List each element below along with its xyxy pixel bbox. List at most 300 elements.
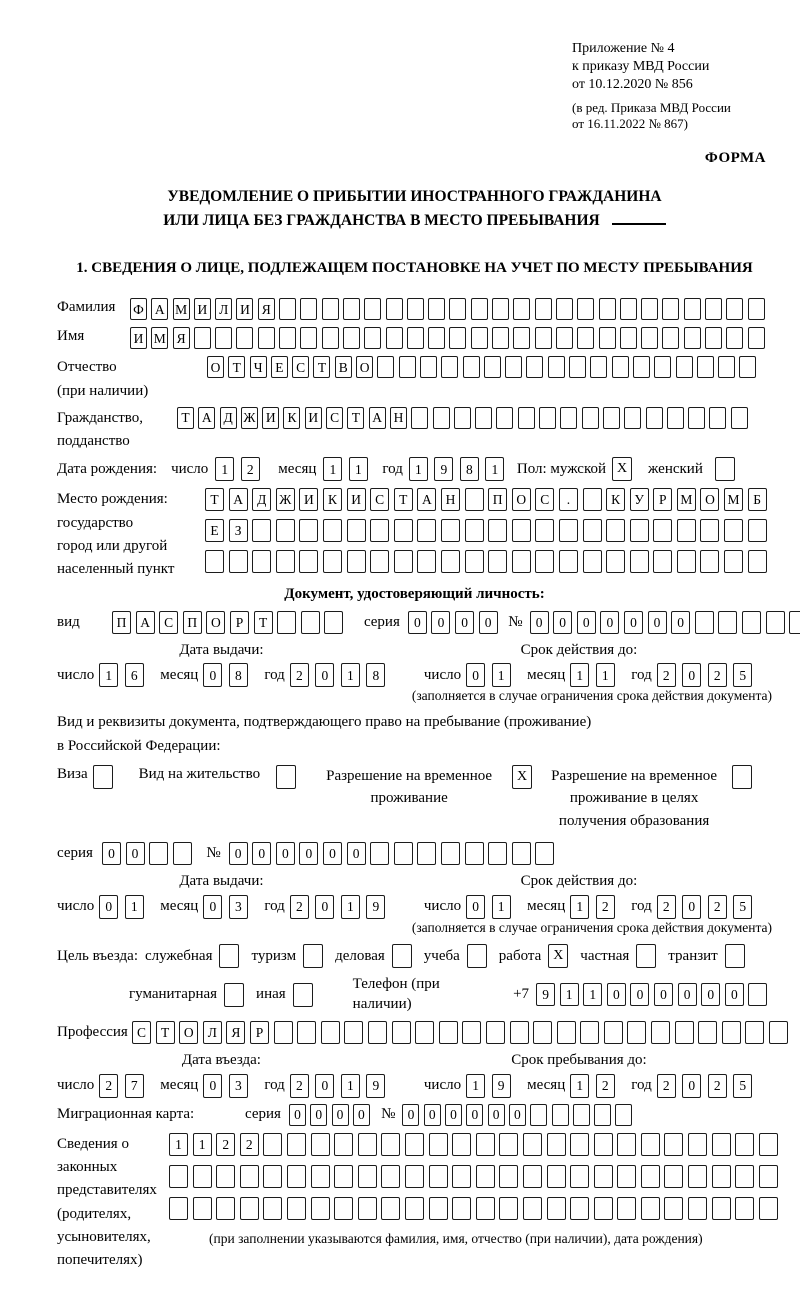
form-cell[interactable]: [415, 1021, 434, 1044]
form-cell[interactable]: [420, 356, 437, 378]
form-cell[interactable]: 8: [460, 457, 479, 481]
form-cell[interactable]: [441, 356, 458, 378]
form-cell[interactable]: 0: [466, 663, 485, 687]
form-cell[interactable]: [505, 356, 522, 378]
form-cell[interactable]: [381, 1197, 400, 1220]
form-cell[interactable]: [556, 327, 573, 349]
form-cell[interactable]: [394, 550, 413, 573]
form-cell[interactable]: А: [369, 407, 386, 429]
form-cell[interactable]: [193, 1197, 212, 1220]
form-cell[interactable]: [465, 519, 484, 542]
form-cell[interactable]: 1: [323, 457, 342, 481]
form-cell[interactable]: [726, 298, 743, 320]
form-cell[interactable]: [664, 1133, 683, 1156]
form-cell[interactable]: [535, 327, 552, 349]
form-cell[interactable]: [358, 1165, 377, 1188]
form-cell[interactable]: А: [136, 611, 155, 634]
form-cell[interactable]: И: [194, 298, 211, 320]
purpose-business-checkbox[interactable]: [219, 944, 239, 968]
form-cell[interactable]: [287, 1133, 306, 1156]
form-cell[interactable]: [526, 356, 543, 378]
form-cell[interactable]: [570, 1197, 589, 1220]
form-cell[interactable]: 3: [229, 1074, 248, 1098]
form-cell[interactable]: [417, 842, 436, 865]
form-cell[interactable]: 0: [315, 1074, 334, 1098]
form-cell[interactable]: [392, 1021, 411, 1044]
form-cell[interactable]: [646, 407, 663, 429]
form-cell[interactable]: 9: [536, 983, 555, 1006]
form-cell[interactable]: [594, 1197, 613, 1220]
form-cell[interactable]: 2: [241, 457, 260, 481]
form-cell[interactable]: [735, 1133, 754, 1156]
form-cell[interactable]: И: [299, 488, 318, 511]
form-cell[interactable]: [411, 407, 428, 429]
form-cell[interactable]: Е: [271, 356, 288, 378]
form-cell[interactable]: [149, 842, 168, 865]
form-cell[interactable]: 0: [289, 1104, 306, 1126]
form-cell[interactable]: [512, 550, 531, 573]
form-cell[interactable]: [662, 327, 679, 349]
form-cell[interactable]: [518, 407, 535, 429]
form-cell[interactable]: Т: [394, 488, 413, 511]
form-cell[interactable]: [169, 1165, 188, 1188]
form-cell[interactable]: 0: [682, 663, 701, 687]
form-cell[interactable]: [488, 842, 507, 865]
form-cell[interactable]: 5: [733, 1074, 752, 1098]
form-cell[interactable]: А: [198, 407, 215, 429]
form-cell[interactable]: [370, 842, 389, 865]
form-cell[interactable]: [700, 519, 719, 542]
form-cell[interactable]: З: [229, 519, 248, 542]
form-cell[interactable]: [759, 1165, 778, 1188]
form-cell[interactable]: [322, 298, 339, 320]
form-cell[interactable]: [705, 298, 722, 320]
form-cell[interactable]: [205, 550, 224, 573]
form-cell[interactable]: [599, 298, 616, 320]
form-cell[interactable]: О: [207, 356, 224, 378]
form-cell[interactable]: [698, 1021, 717, 1044]
form-cell[interactable]: В: [335, 356, 352, 378]
form-cell[interactable]: 0: [455, 611, 474, 634]
form-cell[interactable]: [277, 611, 296, 634]
form-cell[interactable]: [386, 327, 403, 349]
form-cell[interactable]: 8: [229, 663, 248, 687]
form-cell[interactable]: [405, 1197, 424, 1220]
form-cell[interactable]: [583, 519, 602, 542]
form-cell[interactable]: [386, 298, 403, 320]
form-cell[interactable]: А: [417, 488, 436, 511]
form-cell[interactable]: 0: [648, 611, 667, 634]
form-cell[interactable]: С: [535, 488, 554, 511]
form-cell[interactable]: [358, 1133, 377, 1156]
form-cell[interactable]: Р: [250, 1021, 269, 1044]
form-cell[interactable]: 0: [509, 1104, 526, 1126]
form-cell[interactable]: [599, 327, 616, 349]
form-cell[interactable]: 0: [424, 1104, 441, 1126]
form-cell[interactable]: 0: [600, 611, 619, 634]
form-cell[interactable]: [700, 550, 719, 573]
form-cell[interactable]: 1: [492, 663, 511, 687]
form-cell[interactable]: [476, 1165, 495, 1188]
form-cell[interactable]: [364, 298, 381, 320]
form-cell[interactable]: [484, 356, 501, 378]
form-cell[interactable]: А: [151, 298, 168, 320]
form-cell[interactable]: 0: [408, 611, 427, 634]
form-cell[interactable]: О: [512, 488, 531, 511]
form-cell[interactable]: 0: [466, 1104, 483, 1126]
form-cell[interactable]: [535, 298, 552, 320]
form-cell[interactable]: [462, 1021, 481, 1044]
form-cell[interactable]: [216, 1197, 235, 1220]
form-cell[interactable]: 1: [341, 663, 360, 687]
form-cell[interactable]: [533, 1021, 552, 1044]
form-cell[interactable]: И: [262, 407, 279, 429]
form-cell[interactable]: [486, 1021, 505, 1044]
form-cell[interactable]: [347, 519, 366, 542]
form-cell[interactable]: [311, 1197, 330, 1220]
form-cell[interactable]: 0: [671, 611, 690, 634]
form-cell[interactable]: 2: [99, 1074, 118, 1098]
form-cell[interactable]: 8: [366, 663, 385, 687]
form-cell[interactable]: 2: [708, 1074, 727, 1098]
form-cell[interactable]: 0: [624, 611, 643, 634]
form-cell[interactable]: 0: [323, 842, 342, 865]
form-cell[interactable]: Р: [653, 488, 672, 511]
form-cell[interactable]: 0: [203, 895, 222, 919]
form-cell[interactable]: [512, 519, 531, 542]
form-cell[interactable]: [287, 1197, 306, 1220]
form-cell[interactable]: Я: [173, 327, 190, 349]
form-cell[interactable]: [405, 1133, 424, 1156]
form-cell[interactable]: [615, 1104, 632, 1126]
form-cell[interactable]: 0: [310, 1104, 327, 1126]
form-cell[interactable]: Ч: [250, 356, 267, 378]
form-cell[interactable]: [381, 1133, 400, 1156]
form-cell[interactable]: [735, 1197, 754, 1220]
form-cell[interactable]: [580, 1021, 599, 1044]
form-cell[interactable]: [789, 611, 800, 634]
form-cell[interactable]: [499, 1165, 518, 1188]
form-cell[interactable]: 1: [492, 895, 511, 919]
form-cell[interactable]: [633, 356, 650, 378]
form-cell[interactable]: [748, 298, 765, 320]
form-cell[interactable]: [377, 356, 394, 378]
temp-residence-edu-checkbox[interactable]: [732, 765, 752, 789]
form-cell[interactable]: М: [151, 327, 168, 349]
form-cell[interactable]: Я: [226, 1021, 245, 1044]
form-cell[interactable]: [449, 298, 466, 320]
form-cell[interactable]: 0: [126, 842, 145, 865]
form-cell[interactable]: 0: [607, 983, 626, 1006]
form-cell[interactable]: [240, 1165, 259, 1188]
form-cell[interactable]: [620, 327, 637, 349]
form-cell[interactable]: 0: [630, 983, 649, 1006]
form-cell[interactable]: [547, 1165, 566, 1188]
form-cell[interactable]: С: [159, 611, 178, 634]
form-cell[interactable]: [667, 407, 684, 429]
form-cell[interactable]: [429, 1133, 448, 1156]
form-cell[interactable]: [688, 1133, 707, 1156]
form-cell[interactable]: [745, 1021, 764, 1044]
form-cell[interactable]: 5: [733, 895, 752, 919]
form-cell[interactable]: [653, 550, 672, 573]
form-cell[interactable]: О: [179, 1021, 198, 1044]
form-cell[interactable]: 0: [252, 842, 271, 865]
form-cell[interactable]: [654, 356, 671, 378]
form-cell[interactable]: 0: [577, 611, 596, 634]
form-cell[interactable]: [590, 356, 607, 378]
form-cell[interactable]: [439, 1021, 458, 1044]
form-cell[interactable]: [428, 298, 445, 320]
form-cell[interactable]: 2: [596, 895, 615, 919]
form-cell[interactable]: П: [488, 488, 507, 511]
form-cell[interactable]: 6: [125, 663, 144, 687]
form-cell[interactable]: [641, 1133, 660, 1156]
form-cell[interactable]: [573, 1104, 590, 1126]
form-cell[interactable]: [606, 550, 625, 573]
form-cell[interactable]: [279, 327, 296, 349]
form-cell[interactable]: [252, 550, 271, 573]
form-cell[interactable]: [664, 1197, 683, 1220]
form-cell[interactable]: [428, 327, 445, 349]
form-cell[interactable]: [695, 611, 714, 634]
form-cell[interactable]: [454, 407, 471, 429]
form-cell[interactable]: [641, 298, 658, 320]
form-cell[interactable]: [311, 1133, 330, 1156]
form-cell[interactable]: Б: [748, 488, 767, 511]
form-cell[interactable]: [173, 842, 192, 865]
form-cell[interactable]: Ж: [241, 407, 258, 429]
form-cell[interactable]: 1: [99, 663, 118, 687]
form-cell[interactable]: [627, 1021, 646, 1044]
form-cell[interactable]: Л: [203, 1021, 222, 1044]
purpose-work-checkbox[interactable]: X: [548, 944, 568, 968]
form-cell[interactable]: [539, 407, 556, 429]
purpose-commercial-checkbox[interactable]: [392, 944, 412, 968]
form-cell[interactable]: [559, 550, 578, 573]
form-cell[interactable]: 0: [402, 1104, 419, 1126]
form-cell[interactable]: [417, 519, 436, 542]
form-cell[interactable]: [324, 611, 343, 634]
form-cell[interactable]: [556, 298, 573, 320]
form-cell[interactable]: 0: [203, 663, 222, 687]
form-cell[interactable]: 1: [485, 457, 504, 481]
form-cell[interactable]: [594, 1165, 613, 1188]
form-cell[interactable]: [476, 1197, 495, 1220]
form-cell[interactable]: [677, 550, 696, 573]
form-cell[interactable]: [548, 356, 565, 378]
form-cell[interactable]: [557, 1021, 576, 1044]
form-cell[interactable]: [276, 519, 295, 542]
form-cell[interactable]: [676, 356, 693, 378]
form-cell[interactable]: Е: [205, 519, 224, 542]
form-cell[interactable]: [463, 356, 480, 378]
form-cell[interactable]: 2: [290, 1074, 309, 1098]
form-cell[interactable]: 9: [492, 1074, 511, 1098]
form-cell[interactable]: Н: [441, 488, 460, 511]
form-cell[interactable]: [429, 1165, 448, 1188]
form-cell[interactable]: [705, 327, 722, 349]
form-cell[interactable]: [718, 611, 737, 634]
form-cell[interactable]: [684, 327, 701, 349]
form-cell[interactable]: 0: [682, 895, 701, 919]
form-cell[interactable]: 1: [349, 457, 368, 481]
form-cell[interactable]: [405, 1165, 424, 1188]
form-cell[interactable]: [547, 1133, 566, 1156]
form-cell[interactable]: 1: [341, 1074, 360, 1098]
form-cell[interactable]: 0: [682, 1074, 701, 1098]
form-cell[interactable]: [688, 1197, 707, 1220]
form-cell[interactable]: [441, 519, 460, 542]
form-cell[interactable]: [759, 1197, 778, 1220]
form-cell[interactable]: И: [305, 407, 322, 429]
form-cell[interactable]: [684, 298, 701, 320]
form-cell[interactable]: [594, 1133, 613, 1156]
form-cell[interactable]: П: [112, 611, 131, 634]
form-cell[interactable]: [630, 550, 649, 573]
form-cell[interactable]: 1: [169, 1133, 188, 1156]
form-cell[interactable]: [513, 298, 530, 320]
form-cell[interactable]: [624, 407, 641, 429]
form-cell[interactable]: Ф: [130, 298, 147, 320]
form-cell[interactable]: 2: [290, 663, 309, 687]
form-cell[interactable]: Т: [313, 356, 330, 378]
form-cell[interactable]: [368, 1021, 387, 1044]
form-cell[interactable]: [300, 327, 317, 349]
form-cell[interactable]: 0: [553, 611, 572, 634]
form-cell[interactable]: [471, 327, 488, 349]
sex-male-checkbox[interactable]: X: [612, 457, 632, 481]
form-cell[interactable]: 0: [353, 1104, 370, 1126]
form-cell[interactable]: [276, 550, 295, 573]
form-cell[interactable]: [697, 356, 714, 378]
form-cell[interactable]: [560, 407, 577, 429]
form-cell[interactable]: [612, 356, 629, 378]
form-cell[interactable]: 0: [479, 611, 498, 634]
form-cell[interactable]: О: [700, 488, 719, 511]
form-cell[interactable]: [343, 327, 360, 349]
form-cell[interactable]: 3: [229, 895, 248, 919]
form-cell[interactable]: [407, 298, 424, 320]
form-cell[interactable]: [570, 1133, 589, 1156]
form-cell[interactable]: 2: [657, 1074, 676, 1098]
form-cell[interactable]: [488, 519, 507, 542]
form-cell[interactable]: [748, 327, 765, 349]
form-cell[interactable]: [252, 519, 271, 542]
form-cell[interactable]: [677, 519, 696, 542]
form-cell[interactable]: 0: [315, 895, 334, 919]
form-cell[interactable]: Д: [220, 407, 237, 429]
form-cell[interactable]: [299, 519, 318, 542]
form-cell[interactable]: [594, 1104, 611, 1126]
form-cell[interactable]: [488, 550, 507, 573]
form-cell[interactable]: Т: [177, 407, 194, 429]
form-cell[interactable]: [358, 1197, 377, 1220]
form-cell[interactable]: К: [283, 407, 300, 429]
form-cell[interactable]: [334, 1133, 353, 1156]
form-cell[interactable]: [344, 1021, 363, 1044]
form-cell[interactable]: 1: [125, 895, 144, 919]
form-cell[interactable]: 0: [701, 983, 720, 1006]
form-cell[interactable]: [731, 407, 748, 429]
form-cell[interactable]: [570, 1165, 589, 1188]
form-cell[interactable]: [229, 550, 248, 573]
form-cell[interactable]: [512, 842, 531, 865]
form-cell[interactable]: [394, 519, 413, 542]
form-cell[interactable]: [370, 519, 389, 542]
form-cell[interactable]: [510, 1021, 529, 1044]
form-cell[interactable]: 0: [654, 983, 673, 1006]
form-cell[interactable]: [452, 1197, 471, 1220]
form-cell[interactable]: Д: [252, 488, 271, 511]
form-cell[interactable]: [530, 1104, 547, 1126]
form-cell[interactable]: [617, 1133, 636, 1156]
form-cell[interactable]: 2: [708, 895, 727, 919]
form-cell[interactable]: [496, 407, 513, 429]
temp-residence-checkbox[interactable]: X: [512, 765, 532, 789]
form-cell[interactable]: [617, 1197, 636, 1220]
form-cell[interactable]: 0: [229, 842, 248, 865]
form-cell[interactable]: [641, 327, 658, 349]
form-cell[interactable]: [583, 488, 602, 511]
sex-female-checkbox[interactable]: [715, 457, 735, 481]
form-cell[interactable]: [604, 1021, 623, 1044]
form-cell[interactable]: [322, 327, 339, 349]
form-cell[interactable]: [712, 1197, 731, 1220]
form-cell[interactable]: 1: [193, 1133, 212, 1156]
form-cell[interactable]: [297, 1021, 316, 1044]
form-cell[interactable]: 2: [216, 1133, 235, 1156]
form-cell[interactable]: [452, 1133, 471, 1156]
form-cell[interactable]: 0: [466, 895, 485, 919]
form-cell[interactable]: [343, 298, 360, 320]
form-cell[interactable]: К: [323, 488, 342, 511]
purpose-tourism-checkbox[interactable]: [303, 944, 323, 968]
purpose-private-checkbox[interactable]: [636, 944, 656, 968]
form-cell[interactable]: [712, 1133, 731, 1156]
form-cell[interactable]: [263, 1165, 282, 1188]
form-cell[interactable]: [724, 519, 743, 542]
form-cell[interactable]: [583, 550, 602, 573]
form-cell[interactable]: [535, 519, 554, 542]
form-cell[interactable]: 9: [434, 457, 453, 481]
form-cell[interactable]: [577, 327, 594, 349]
form-cell[interactable]: М: [677, 488, 696, 511]
form-cell[interactable]: 0: [488, 1104, 505, 1126]
form-cell[interactable]: 1: [215, 457, 234, 481]
form-cell[interactable]: [240, 1197, 259, 1220]
form-cell[interactable]: П: [183, 611, 202, 634]
form-cell[interactable]: 1: [570, 1074, 589, 1098]
form-cell[interactable]: [193, 1165, 212, 1188]
form-cell[interactable]: [662, 298, 679, 320]
form-cell[interactable]: 1: [583, 983, 602, 1006]
form-cell[interactable]: 2: [657, 895, 676, 919]
form-cell[interactable]: 7: [125, 1074, 144, 1098]
form-cell[interactable]: [630, 519, 649, 542]
form-cell[interactable]: [449, 327, 466, 349]
form-cell[interactable]: [620, 298, 637, 320]
form-cell[interactable]: [726, 327, 743, 349]
form-cell[interactable]: [513, 327, 530, 349]
form-cell[interactable]: [653, 519, 672, 542]
form-cell[interactable]: [499, 1133, 518, 1156]
form-cell[interactable]: [169, 1197, 188, 1220]
purpose-humanitarian-checkbox[interactable]: [224, 983, 244, 1007]
form-cell[interactable]: С: [370, 488, 389, 511]
form-cell[interactable]: [759, 1133, 778, 1156]
form-cell[interactable]: [748, 550, 767, 573]
